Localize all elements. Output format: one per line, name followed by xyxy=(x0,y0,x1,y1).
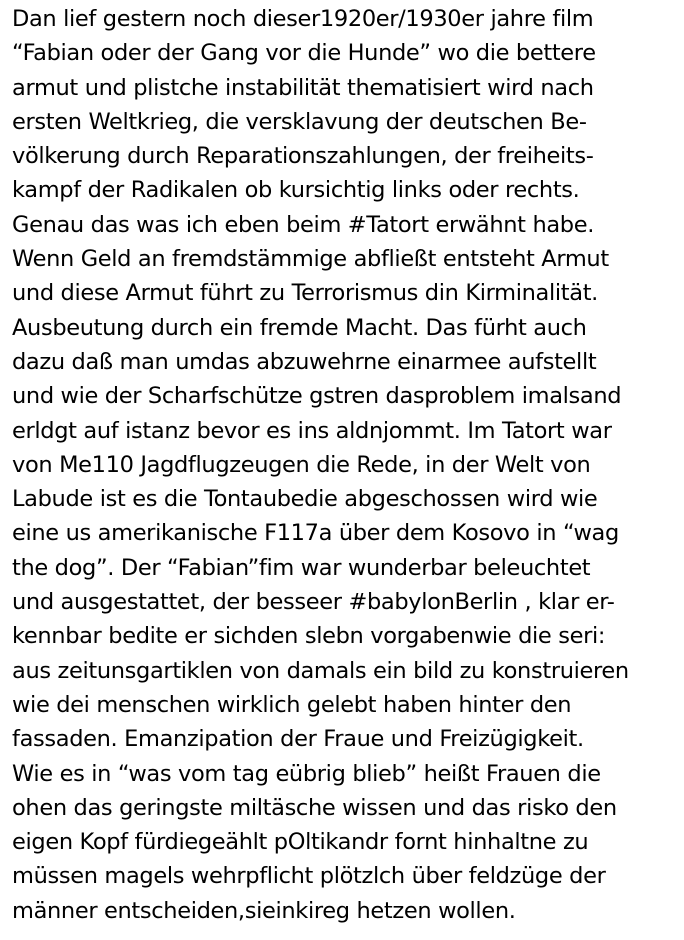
text-line: dazu daß man umdas abzuwehrne einarmee aufstellt xyxy=(12,348,597,375)
text-line: ohen das geringste miltäsche wissen und das risko den xyxy=(12,794,617,821)
text-line: Wenn Geld an fremdstämmige abfließt entsteht Armut xyxy=(12,246,609,273)
text-line: müssen magels wehrpflicht plötzlch über feldzüge der xyxy=(12,863,606,890)
text-line: eine us amerikanische F117a über dem Kosovo in “wag xyxy=(12,520,619,547)
text-line: von Me110 Jagdflugzeugen die Rede, in der Welt von xyxy=(12,451,591,478)
text-line: “Fabian oder der Gang vor die Hunde” wo die bettere xyxy=(12,40,596,67)
document-text xyxy=(12,2,680,928)
text-line: und wie der Scharfschütze gstren dasproblem imalsand xyxy=(12,383,622,410)
text-line: Labude ist es die Tontaubedie abgeschossen wird wie xyxy=(12,486,598,513)
text-line: kampf der Radikalen ob kursichtig links oder rechts. xyxy=(12,177,580,204)
text-line: erldgt auf istanz bevor es ins aldnjommt. Im Tatort war xyxy=(12,417,612,444)
text-line: Genau das was ich eben beim #Tatort erwähnt habe. xyxy=(12,211,595,238)
text-line: the dog”. Der “Fabian”fim war wunderbar beleuchtet xyxy=(12,554,591,581)
text-line: eigen Kopf fürdiegeählt pOltikandr fornt hinhaltne zu xyxy=(12,829,589,856)
text-line: armut und plistche instabilität thematisiert wird nach xyxy=(12,74,594,101)
text-line: wie dei menschen wirklich gelebt haben hinter den xyxy=(12,691,572,718)
text-line: Wie es in “was vom tag eübrig blieb” heißt Frauen die xyxy=(12,760,601,787)
text-line: männer entscheiden,sieinkireg hetzen wollen. xyxy=(12,897,516,924)
text-line: kennbar bedite er sichden slebn vorgabenwie die seri: xyxy=(12,623,606,650)
text-line: völkerung durch Reparationszahlungen, der freiheits- xyxy=(12,143,594,170)
text-line: und diese Armut führt zu Terrorismus din Kirminalität. xyxy=(12,280,598,307)
text-line: aus zeitunsgartiklen von damals ein bild zu konstruieren xyxy=(12,657,629,684)
text-line: Dan lief gestern noch dieser1920er/1930er jahre film xyxy=(12,6,594,32)
text-line: ersten Weltkrieg, die versklavung der deutschen Be- xyxy=(12,108,587,135)
text-line: und ausgestattet, der besseer #babylonBerlin , klar er- xyxy=(12,589,615,616)
text-line: Ausbeutung durch ein fremde Macht. Das fürht auch xyxy=(12,314,587,341)
text-line: fassaden. Emanzipation der Fraue und Freizügigkeit. xyxy=(12,726,584,753)
